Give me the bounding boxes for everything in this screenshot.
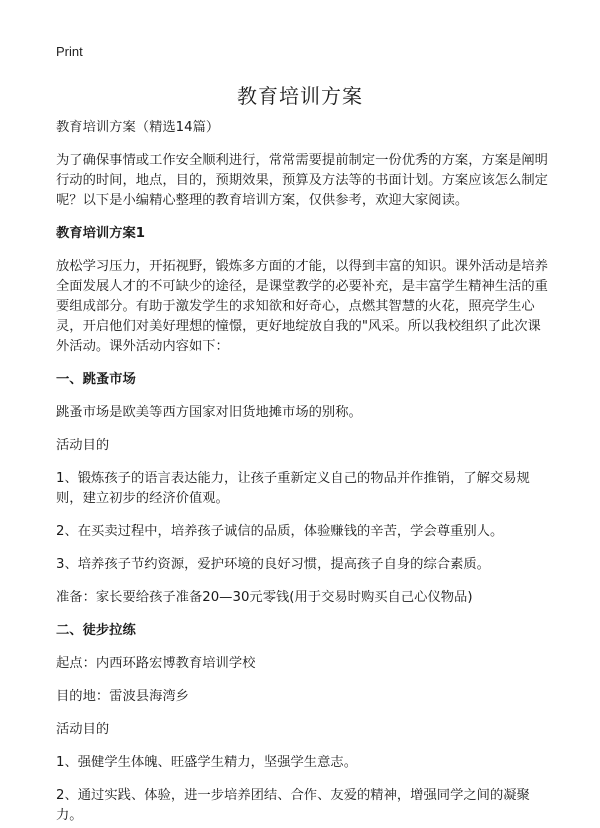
goal-list-item: 2、在买卖过程中，培养孩子诚信的品质，体验赚钱的辛苦，学会尊重别人。 bbox=[56, 524, 504, 539]
document-title: 教育培训方案 bbox=[237, 84, 363, 108]
goal-list-item: 3、培养孩子节约资源，爱护环境的良好习惯，提高孩子自身的综合素质。 bbox=[56, 557, 490, 572]
hiking-start-point: 起点：内西环路宏博教育培训学校 bbox=[56, 656, 256, 671]
section-heading: 教育培训方案1 bbox=[56, 226, 146, 241]
part-heading-hiking: 二、徒步拉练 bbox=[56, 623, 136, 638]
document-body bbox=[56, 118, 548, 826]
goal-list-item: 1、锻炼孩子的语言表达能力，让孩子重新定义自己的物品并作推销，了解交易规则，建立初步的经济价值观。 bbox=[56, 471, 530, 506]
flea-market-description: 跳蚤市场是欧美等西方国家对旧货地摊市场的别称。 bbox=[56, 405, 362, 420]
goal-list-item: 1、强健学生体魄、旺盛学生精力，坚强学生意志。 bbox=[56, 755, 357, 770]
part-heading-flea-market: 一、跳蚤市场 bbox=[56, 372, 136, 387]
print-link[interactable]: Print bbox=[56, 44, 83, 59]
activity-goal-label: 活动目的 bbox=[56, 722, 110, 737]
goal-list-item: 2、通过实践、体验，进一步培养团结、合作、友爱的精神，增强同学之间的凝聚力。 bbox=[56, 788, 530, 823]
intro-paragraph: 为了确保事情或工作安全顺利进行，常常需要提前制定一份优秀的方案，方案是阐明行动的时间，地点，目的，预期效果，预算及方法等的书面计划。方案应该怎么制定呢？以下是小编精心整理的教育培训方案，仅供参考，欢迎大家阅读。 bbox=[56, 153, 548, 208]
section-paragraph: 放松学习压力，开拓视野，锻炼多方面的才能，以得到丰富的知识。课外活动是培养全面发展人才的不可缺少的途径，是课堂教学的必要补充，是丰富学生精神生活的重要组成部分。有助于激发学生的求知欲和好奇心，点燃其智慧的火花，照亮学生心灵，开启他们对美好理想的憧憬，更好地绽放自我的"风采。所以我校组织了此次课外活动。课外活动内容如下： bbox=[56, 259, 548, 354]
activity-goal-label: 活动目的 bbox=[56, 438, 110, 453]
document-subtitle: 教育培训方案（精选14篇） bbox=[56, 120, 220, 135]
hiking-destination: 目的地：雷波县海湾乡 bbox=[56, 689, 189, 704]
preparation-note: 准备：家长要给孩子准备20—30元零钱(用于交易时购买自己心仪物品) bbox=[56, 590, 473, 605]
